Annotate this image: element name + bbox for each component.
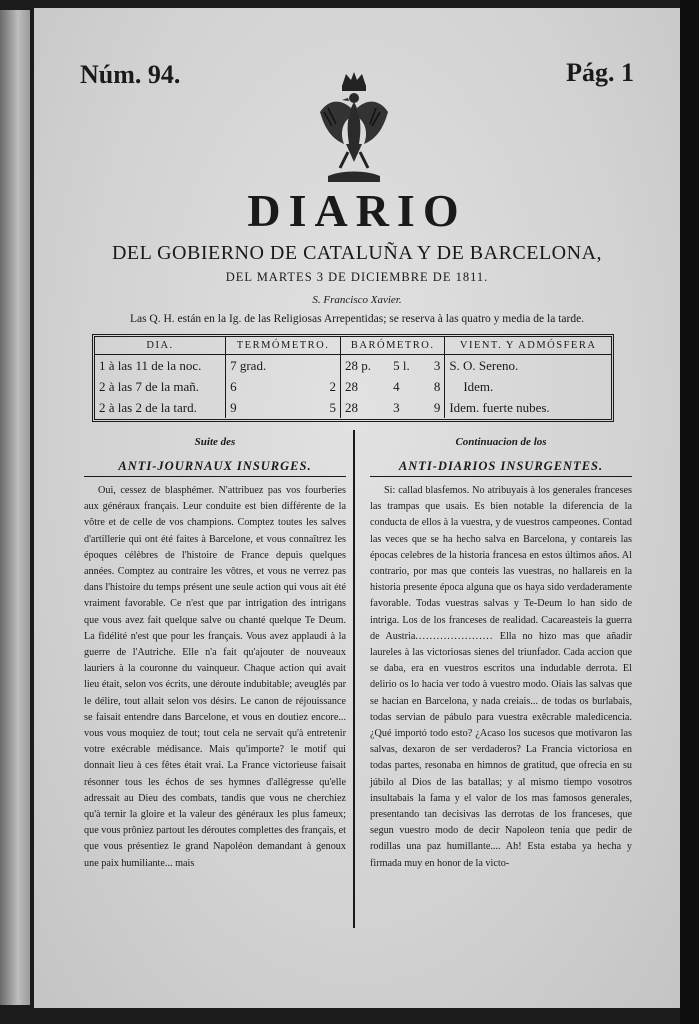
article-kicker: Suite des bbox=[194, 436, 236, 448]
weather-table bbox=[92, 334, 614, 422]
newspaper-page bbox=[34, 8, 680, 1008]
term-frac-cell bbox=[312, 355, 341, 377]
article-body: Oui, cessez de blasphémer. N'attribuez pas vos fourberies aux généraux français. Leur conduite est bien différente de la vôtre et de celle de vos champions. Comptez toutes les salves d'artillerie qui ont été faites à Barcelone, et vous connaîtrez les époques célèbres de l'histoire de France depuis quelques années. Comptez au contraire les vôtres, et vous ne verrez pas dans l'histoire du temps présent une seule action qui vous ait été vraiment favorable. Ce n'est que par intrigation des intrigans que vous avez fait quelque salve ou chanté quelque Te Deum. La fidélité n'est que pour les français. Vous avez applaudi à la guerre de l'Autriche. Elle n'a fait qu'ajouter de nouveaux lauriers à la couronne du vainqueur. Chaque action qui avait lieu était, selon vos écrits, une déroute indubitable; aveuglés par le délire, tout allait selon vos désirs. Le canon de réjouissance se faisait entendre dans Barcelone, et vous en doutiez encore... vous vous moquiez de tout; tout cela ne servait qu'à entretenir votre exécrable médisance. Mais qu'importe? le motif qui donnait lieu à ces fêtes était vrai. La France victorieuse faisait résonner tous les échos de ses hymnes d'allégresse qu'elle adressait au Dieu des combats, tandis que vous ne cherchiez qu'à ternir la gloire et la valeur des généraux les plus fameux; que vous prôniez partout les déroutes complettes des français, et que vous présentiez le grand Napoléon demandant à genoux une paix humiliante... mais bbox=[84, 485, 346, 869]
imperial-eagle-icon bbox=[318, 64, 390, 190]
header-viento: VIENT. Y ADMÓSFERA bbox=[445, 337, 611, 355]
french-article bbox=[84, 436, 346, 872]
bar-pulg-cell: 28 bbox=[341, 376, 390, 397]
header-barometro: BARÓMETRO. bbox=[341, 337, 445, 355]
page-number: Pág. 1 bbox=[566, 58, 634, 87]
article-heading: ANTI-JOURNAUX INSURGES. bbox=[84, 459, 346, 477]
dia-cell: 2 à las 2 de la tard. bbox=[99, 399, 197, 415]
term-frac-cell: 2 bbox=[329, 378, 337, 394]
issue-date: DEL MARTES 3 DE DICIEMBRE DE 1811. bbox=[225, 270, 489, 284]
term-cell: 9 bbox=[226, 397, 312, 418]
church-notice: Las Q. H. están en la Ig. de las Religiosas Arrepentidas; se reserva à las quatro y media de la tarde. bbox=[129, 313, 585, 325]
newspaper-title: DIARIO bbox=[247, 185, 467, 236]
term-frac-cell: 5 bbox=[329, 399, 337, 415]
bar-frac-cell: 3 bbox=[433, 357, 441, 373]
viento-cell: S. O. Sereno. bbox=[445, 355, 611, 377]
table-row bbox=[95, 376, 611, 397]
table-row bbox=[95, 397, 611, 418]
ellipsis-dots: ...................... bbox=[415, 630, 494, 642]
header-termometro: TERMÓMETRO. bbox=[226, 337, 341, 355]
term-cell: 7 grad. bbox=[226, 355, 312, 377]
bar-lin-cell: 3 bbox=[393, 399, 400, 415]
dia-cell: 1 à las 11 de la noc. bbox=[99, 357, 202, 373]
viento-cell: Idem. bbox=[445, 376, 611, 397]
dia-cell: 2 à las 7 de la mañ. bbox=[99, 378, 199, 394]
article-body bbox=[370, 483, 632, 872]
article-kicker: Continuacion de los bbox=[455, 436, 547, 448]
header-dia: DIA. bbox=[95, 337, 226, 355]
newspaper-subtitle: DEL GOBIERNO DE CATALUÑA Y DE BARCELONA, bbox=[111, 242, 603, 264]
bar-pulg-cell: 28 p. bbox=[341, 355, 390, 377]
article-text-part: Ella no hizo mas que añadir laureles à las victoriosas sienes del triunfador. Cada accion que se daba, era en vuestros escritos una indudable derrota. El delirio os lo hacia ver todo à vuestro modo. Oiais las salvas que se hacian en Barcelona, y nada creiais... de todas os burlabais, todas servian de pábulo para vuestra exêcrable maledicencia. ¿Qué importó todo esto? ¿Acaso los sucesos que motivaron las salvas, dexaron de ser verdaderos? La Francia victoriosa en todas partes, resonaba en himnos de gratitud, que ofrecia en su júbilo al Dios de las batallas; y al mismo tiempo vosotros insultabais la fama y el valor de los mas famosos generales, presentando tan decisivas las derrotas de los franceses, que segun vuestro modo de decir Napoleon tenia que pedir de rodillas una paz humillante.... Ah! Esta estaba ya hecha y firmada muy en honor de la victo- bbox=[370, 630, 632, 869]
bar-lin-cell: 4 bbox=[393, 378, 400, 394]
bar-pulg-cell: 28 bbox=[341, 397, 390, 418]
article-text-part: Si: callad blasfemos. No atribuyais à los generales franceses las trampas que usais. Es bien notable la diferencia de la conducta de ellos à la vuestra, y de vuestros campeones. Contad las veces que se ha hecho salva en Barcelona, y contareis las épocas celebres de la historia francesa en estos últimos años. Al contrario, por mas que conteis las vuestras, no hallareis en la historia presente época alguna que os haya sido verdaderamente favorable. Todas vuestras salvas y Te-Deum lo han sido de intriga. Los de los franceses de realidad. Cacareasteis la guerra de Austria bbox=[370, 485, 632, 642]
issue-number: Núm. 94. bbox=[80, 60, 181, 89]
spanish-article bbox=[370, 436, 632, 872]
viento-cell: Idem. fuerte nubes. bbox=[445, 397, 611, 418]
dark-border bbox=[680, 0, 699, 1024]
table-row bbox=[95, 355, 611, 377]
saint-of-day: S. Francisco Xavier. bbox=[312, 294, 402, 306]
bar-frac-cell: 8 bbox=[433, 378, 441, 394]
bar-frac-cell: 9 bbox=[433, 399, 441, 415]
facing-page-edge bbox=[0, 10, 30, 1005]
article-heading: ANTI-DIARIOS INSURGENTES. bbox=[370, 459, 632, 477]
term-cell: 6 bbox=[226, 376, 312, 397]
column-divider bbox=[353, 430, 355, 928]
bar-lin-cell: 5 l. bbox=[393, 357, 410, 373]
